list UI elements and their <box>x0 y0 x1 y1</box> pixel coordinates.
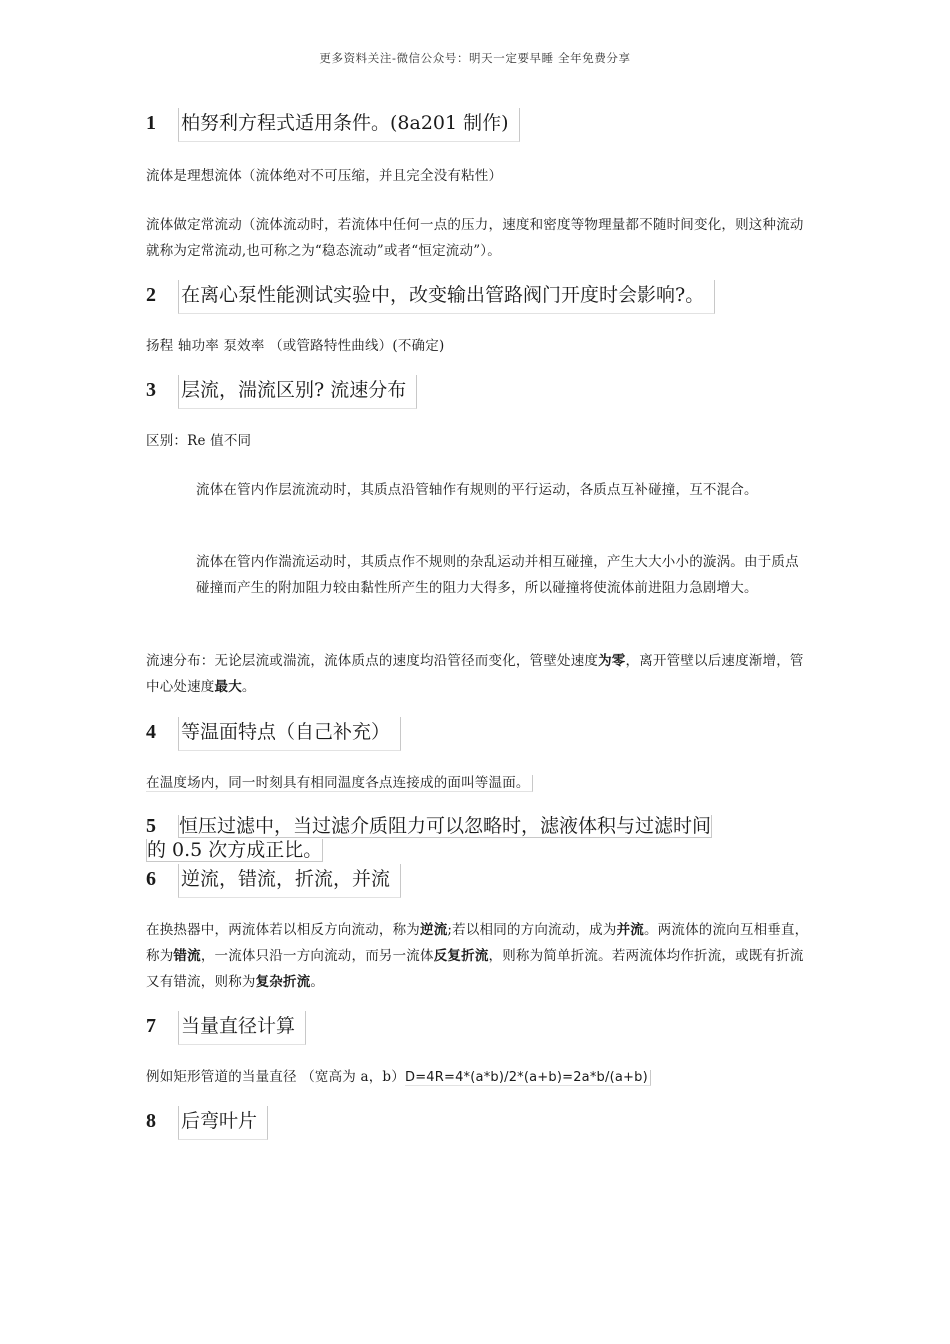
section-number: 6 <box>146 868 156 890</box>
paragraph: 流体是理想流体（流体绝对不可压缩，并且完全没有粘性） <box>146 168 503 184</box>
section-title: 柏努利方程式适用条件。(8a201 制作) <box>178 108 520 142</box>
section-2-heading <box>146 280 715 314</box>
text-run: 在换热器中，两流体若以相反方向流动，称为 <box>146 922 420 938</box>
text-run: ，则称为简单折流。若两流体均作折流，或既有折流又有错流，则称为 <box>146 948 804 990</box>
section-5-line-2 <box>146 838 806 862</box>
text-run: 。 <box>310 974 325 990</box>
paragraph: 流体做定常流动（流体流动时，若流体中任何一点的压力，速度和密度等物理量都不随时间变化，则这种流动就称为定常流动,也可称之为“稳态流动”或者“恒定流动”）。 <box>146 217 804 259</box>
section-title-line-1: 恒压过滤中，当过滤介质阻力可以忽略时，滤液体积与过滤时间 <box>179 815 712 837</box>
section-number: 5 <box>146 815 156 837</box>
text-run: 。两流体的流向互相垂直，称为 <box>146 922 809 964</box>
emphasis-cross-flow: 错流 <box>173 948 201 964</box>
emphasis-zero: 为零 <box>598 653 626 669</box>
text-run: ;若以相同的方向流动，成为 <box>447 922 617 938</box>
section-5-line-1 <box>146 814 806 838</box>
section-title: 后弯叶片 <box>178 1106 268 1140</box>
section-number: 2 <box>146 284 156 306</box>
section-number: 4 <box>146 721 156 743</box>
text-run: 流速分布：无论层流或湍流，流体质点的速度均沿管径而变化，管壁处速度 <box>146 653 599 669</box>
section-5-heading <box>146 814 806 862</box>
emphasis-parallel-flow: 并流 <box>616 922 644 938</box>
section-number: 1 <box>146 112 156 134</box>
section-number: 3 <box>146 379 156 401</box>
section-7-heading <box>146 1011 306 1045</box>
section-title: 等温面特点（自己补充） <box>178 717 401 751</box>
section-title: 逆流，错流，折流，并流 <box>178 864 401 898</box>
section-8-heading <box>146 1106 268 1140</box>
paragraph-flow-types <box>146 917 810 995</box>
section-1-heading <box>146 108 520 142</box>
section-6-heading <box>146 864 401 898</box>
section-3-heading <box>146 375 417 409</box>
text-run: 例如矩形管道的当量直径 （宽高为 a，b） <box>146 1069 405 1085</box>
section-title: 当量直径计算 <box>178 1011 306 1045</box>
text-run: 。 <box>241 679 256 695</box>
section-number: 7 <box>146 1015 156 1037</box>
paragraph <box>146 770 810 796</box>
text-run: ，一流体只沿一方向流动，而另一流体 <box>200 948 434 964</box>
paragraph: 流体在管内作层流流动时，其质点沿管轴作有规则的平行运动，各质点互补碰撞，互不混合。 <box>196 482 758 498</box>
section-title: 在离心泵性能测试实验中，改变输出管路阀门开度时会影响?。 <box>178 280 715 314</box>
paragraph-flow-distribution <box>146 648 810 700</box>
formula: D=4R=4*(a*b)/2*(a+b)=2a*b/(a+b) <box>405 1070 651 1086</box>
paragraph-equivalent-diameter <box>146 1064 810 1091</box>
section-4-heading <box>146 717 401 751</box>
section-number: 8 <box>146 1110 156 1132</box>
text-run: ，离开管壁以后速度渐增，管中心处速度 <box>146 653 804 695</box>
section-title: 层流，湍流区别? 流速分布 <box>178 375 417 409</box>
emphasis-max: 最大 <box>214 679 242 695</box>
text-run: 在温度场内，同一时刻具有相同温度各点连接成的面叫等温面。 <box>146 775 533 792</box>
header-note: 更多资料关注-微信公众号：明天一定要早睡 全年免费分享 <box>319 51 631 65</box>
paragraph: 区别：Re 值不同 <box>146 433 252 449</box>
emphasis-counterflow: 逆流 <box>420 922 448 938</box>
paragraph: 流体在管内作湍流运动时，其质点作不规则的杂乱运动并相互碰撞，产生大大小小的漩涡。由于质点碰撞而产生的附加阻力较由黏性所产生的阻力大得多，所以碰撞将使流体前进阻力急剧增大。 <box>196 554 799 596</box>
section-title-line-2: 的 0.5 次方成正比。 <box>147 839 323 861</box>
paragraph: 扬程 轴功率 泵效率 （或管路特性曲线）(不确定) <box>146 338 445 354</box>
emphasis-complex-turn: 复杂折流 <box>255 974 311 990</box>
emphasis-repeated-turn: 反复折流 <box>433 948 489 964</box>
